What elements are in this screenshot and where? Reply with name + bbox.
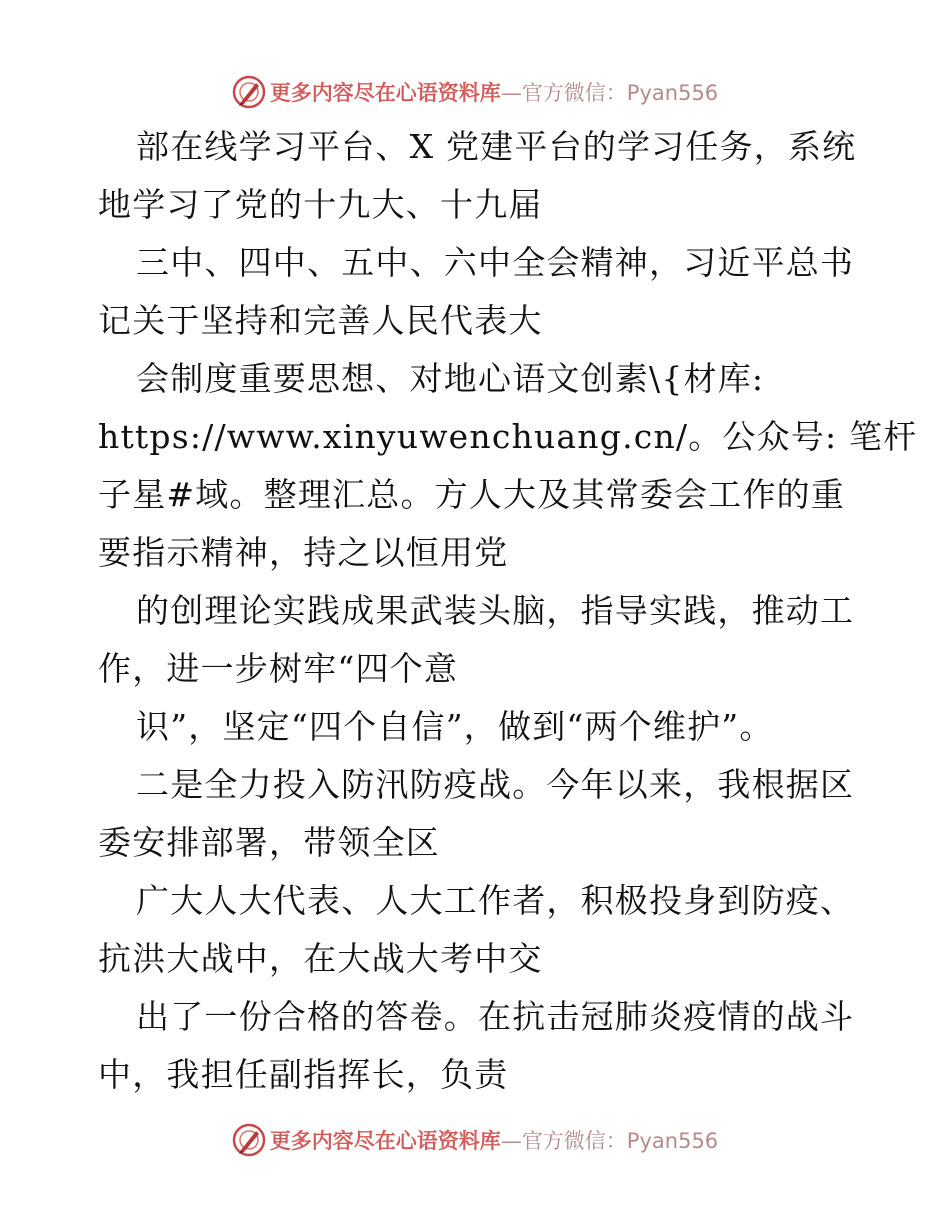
text-line: 委安排部署，带领全区: [98, 823, 440, 862]
text-line: 的创理论实践成果武装头脑，指导实践，推动工: [136, 591, 855, 630]
text-line: https://www.xinyuwenchuang.cn/。公众号: 笔杆: [98, 417, 918, 456]
text-line: 二是全力投入防汛防疫战。今年以来，我根据区: [136, 765, 855, 804]
text-line: 抗洪大战中，在大战大考中交: [98, 939, 543, 978]
text-line: 中，我担任副指挥长，负责: [98, 1055, 509, 1094]
text-line: 会制度重要思想、对地心语文创素\{材库:: [136, 359, 765, 398]
text-line: 地学习了党的十九大、十九届: [98, 185, 543, 224]
text-line: 出了一份合格的答卷。在抗击冠肺炎疫情的战斗: [136, 997, 855, 1036]
text-line: 作，进一步树牢“四个意: [98, 649, 459, 688]
text-line: 广大人大代表、人大工作者，积极投身到防疫、: [136, 881, 855, 920]
header-banner: [0, 72, 950, 112]
text-line: 识”，坚定“四个自信”，做到“两个维护”。: [136, 707, 774, 746]
text-line: 部在线学习平台、X 党建平台的学习任务，系统: [136, 127, 857, 166]
banner-text: [270, 1125, 718, 1155]
document-body: [98, 118, 918, 1104]
text-line: 三中、四中、五中、六中全会精神，习近平总书: [136, 243, 855, 282]
text-line: 子星#域。整理汇总。方人大及其常委会工作的重: [98, 475, 846, 514]
pen-logo-icon: [232, 75, 266, 109]
text-line: 要指示精神，持之以恒用党: [98, 533, 509, 572]
banner-tail-text: —官方微信：Pyan556: [500, 1129, 719, 1153]
banner-text: [270, 77, 718, 107]
text-line: 记关于坚持和完善人民代表大: [98, 301, 543, 340]
banner-main-text: 更多内容尽在心语资料库: [269, 81, 501, 105]
pen-logo-icon: [232, 1123, 266, 1157]
banner-main-text: 更多内容尽在心语资料库: [269, 1129, 501, 1153]
footer-banner: [0, 1120, 950, 1160]
banner-tail-text: —官方微信：Pyan556: [500, 81, 719, 105]
